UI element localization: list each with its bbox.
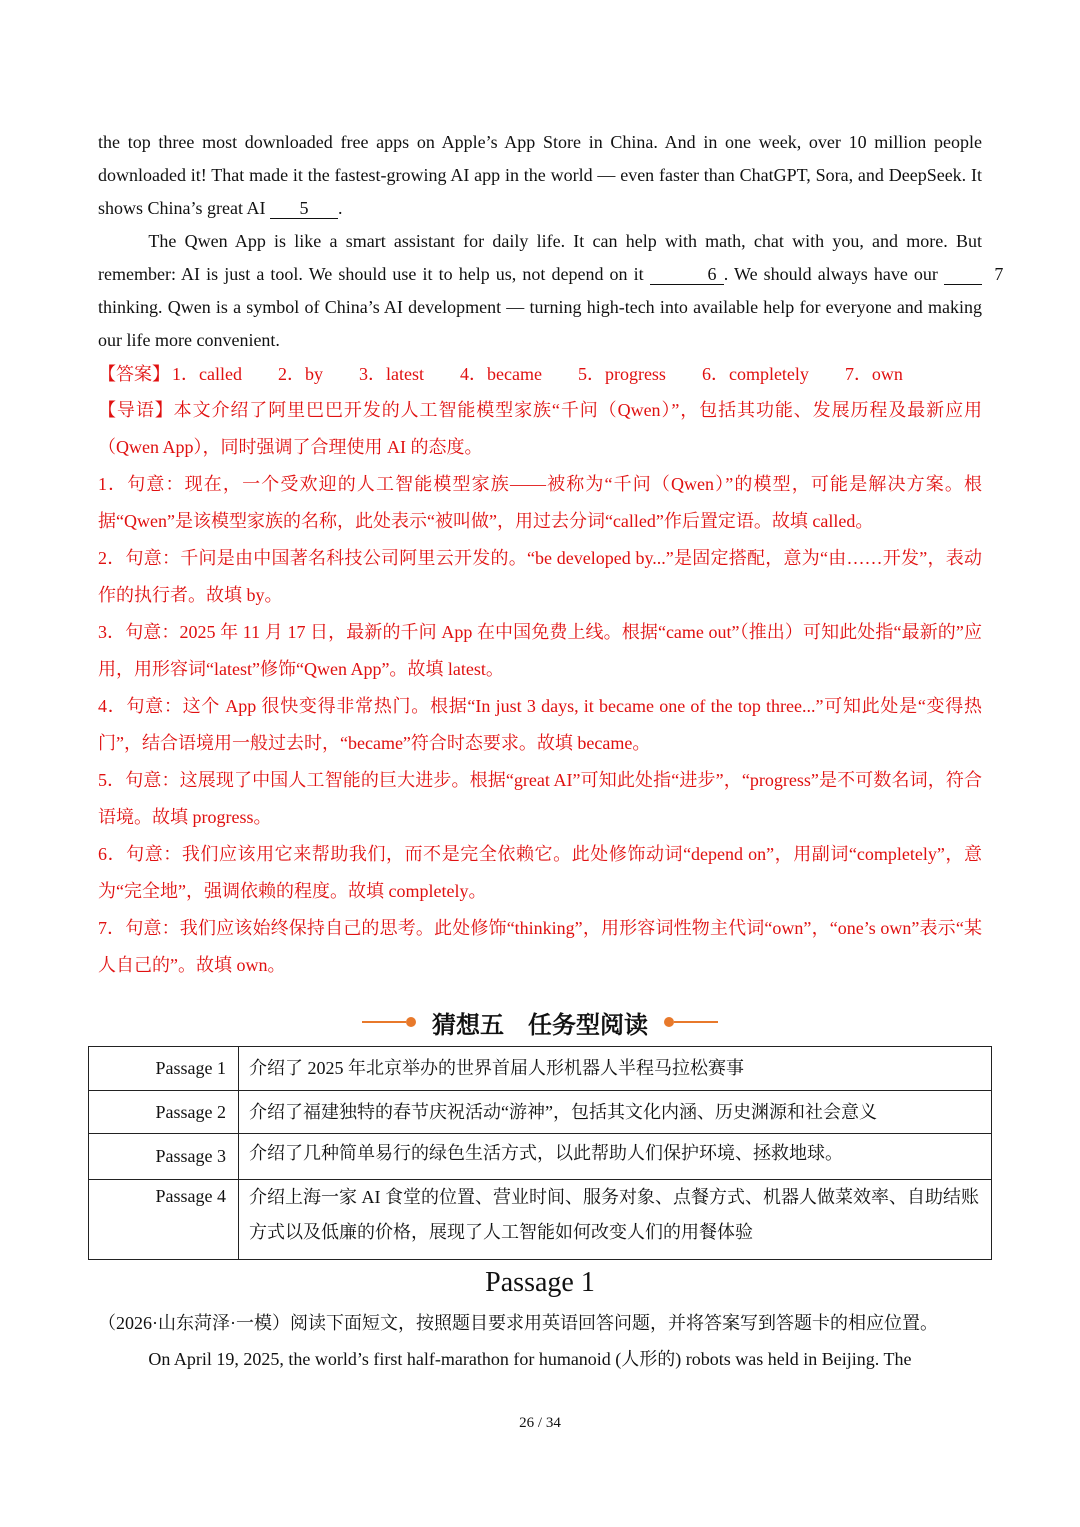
paragraph-text: thinking. Qwen is a symbol of China’s AI development — turning high-tech into available help for everyone and making our life more convenient.: [98, 297, 982, 350]
section-title: 猜想五 任务型阅读: [432, 1010, 648, 1039]
row-description: 介绍了 2025 年北京举办的世界首届人形机器人半程马拉松赛事: [239, 1047, 992, 1091]
explanation-item: 7．句意：我们应该始终保持自己的思考。此处修饰“thinking”，用形容词性物主代词“own”，“one’s own”表示“某人自己的”。故填 own。: [98, 918, 982, 975]
explanation-item: 6．句意：我们应该用它来帮助我们，而不是完全依赖它。此处修饰动词“depend on”，用副词“completely”，意为“完全地”，强调依赖的程度。故填 completely。: [98, 844, 982, 901]
blank-7: 7: [944, 264, 982, 285]
explanation-item: 2．句意：千问是由中国著名科技公司阿里云开发的。“be developed by...”是固定搭配，意为“由……开发”，表动作的执行者。故填 by。: [98, 548, 982, 605]
passage-paragraph-1: [98, 126, 982, 225]
explanation-block: [98, 392, 982, 984]
table-row: [89, 1047, 992, 1091]
blank-6: 6: [650, 264, 724, 285]
table-row: [89, 1134, 992, 1180]
blank-5: 5: [270, 198, 338, 219]
paragraph-end: .: [337, 198, 343, 218]
right-decoration-icon: [664, 1017, 718, 1027]
page-number: 26 / 34: [519, 1415, 561, 1431]
passage-heading: Passage 1: [485, 1267, 595, 1298]
answer-item: 4．became: [459, 364, 542, 384]
answer-key: [98, 357, 982, 392]
left-decoration-icon: [362, 1017, 416, 1027]
answer-item: 6．completely: [701, 364, 809, 384]
answer-item: 1．called: [172, 364, 242, 384]
passage-source-instruction: （2026·山东菏泽·一模）阅读下面短文，按照题目要求用英语回答问题，并将答案写到答题卡的相应位置。: [98, 1313, 938, 1333]
passage-paragraph-2: [98, 225, 1004, 357]
row-label: Passage 2: [89, 1091, 239, 1134]
passage-summary-table: [88, 1046, 992, 1260]
row-label: Passage 3: [89, 1134, 239, 1180]
answer-item: 2．by: [277, 364, 323, 384]
passage-body: [98, 1343, 982, 1376]
paragraph-text: The Qwen App is like a smart assistant for daily life. It can help with math, chat with you, and more. But remember: AI is just a tool. We should use it to help us, not depend on it: [98, 231, 982, 284]
row-description: 介绍了几种简单易行的绿色生活方式，以此帮助人们保护环境、拯救地球。: [239, 1134, 992, 1180]
table-row: [89, 1180, 992, 1260]
paragraph-text: . We should always have our: [723, 264, 938, 284]
section-header: [0, 1002, 1080, 1042]
explanation-item: 3．句意：2025 年 11 月 17 日，最新的千问 App 在中国免费上线。根据“came out”（推出）可知此处指“最新的”应用，用形容词“latest”修饰“Qwen App”。故填 latest。: [98, 622, 982, 679]
row-description: 介绍上海一家 AI 食堂的位置、营业时间、服务对象、点餐方式、机器人做菜效率、自助结账方式以及低廉的价格，展现了人工智能如何改变人们的用餐体验: [239, 1180, 992, 1260]
row-label: Passage 4: [89, 1180, 239, 1260]
explanation-item: 5．句意：这展现了中国人工智能的巨大进步。根据“great AI”可知此处指“进步”，“progress”是不可数名词，符合语境。故填 progress。: [98, 770, 982, 827]
row-label: Passage 1: [89, 1047, 239, 1091]
answer-item: 3．latest: [358, 364, 424, 384]
answer-item: 7．own: [844, 364, 903, 384]
explanation-intro: 【导语】本文介绍了阿里巴巴开发的人工智能模型家族“千问（Qwen）”，包括其功能、发展历程及最新应用（Qwen App），同时强调了合理使用 AI 的态度。: [98, 400, 982, 457]
answer-item: 5．progress: [577, 364, 666, 384]
explanation-item: 4．句意：这个 App 很快变得非常热门。根据“In just 3 days, it became one of the top three...”可知此处是“变得热门”，结合语境用一般过去时，“became”符合时态要求。故填 became。: [98, 696, 982, 753]
passage-first-line: On April 19, 2025, the world’s first half-marathon for humanoid (人形的) robots was held in Beijing. The: [148, 1349, 912, 1369]
main-content: [98, 126, 1004, 984]
paragraph-text: the top three most downloaded free apps on Apple’s App Store in China. And in one week, over 10 million people downloaded it! That made it the fastest-growing AI app in the world — even faster than ChatGPT, Sora, and DeepSeek. It shows China’s great AI: [98, 132, 982, 218]
explanation-item: 1．句意：现在，一个受欢迎的人工智能模型家族——被称为“千问（Qwen）”的模型，可能是解决方案。根据“Qwen”是该模型家族的名称，此处表示“被叫做”，用过去分词“called”作后置定语。故填 called。: [98, 474, 982, 531]
table-row: [89, 1091, 992, 1134]
answer-tag: 【答案】: [98, 364, 170, 384]
row-description: 介绍了福建独特的春节庆祝活动“游神”，包括其文化内涵、历史渊源和社会意义: [239, 1091, 992, 1134]
